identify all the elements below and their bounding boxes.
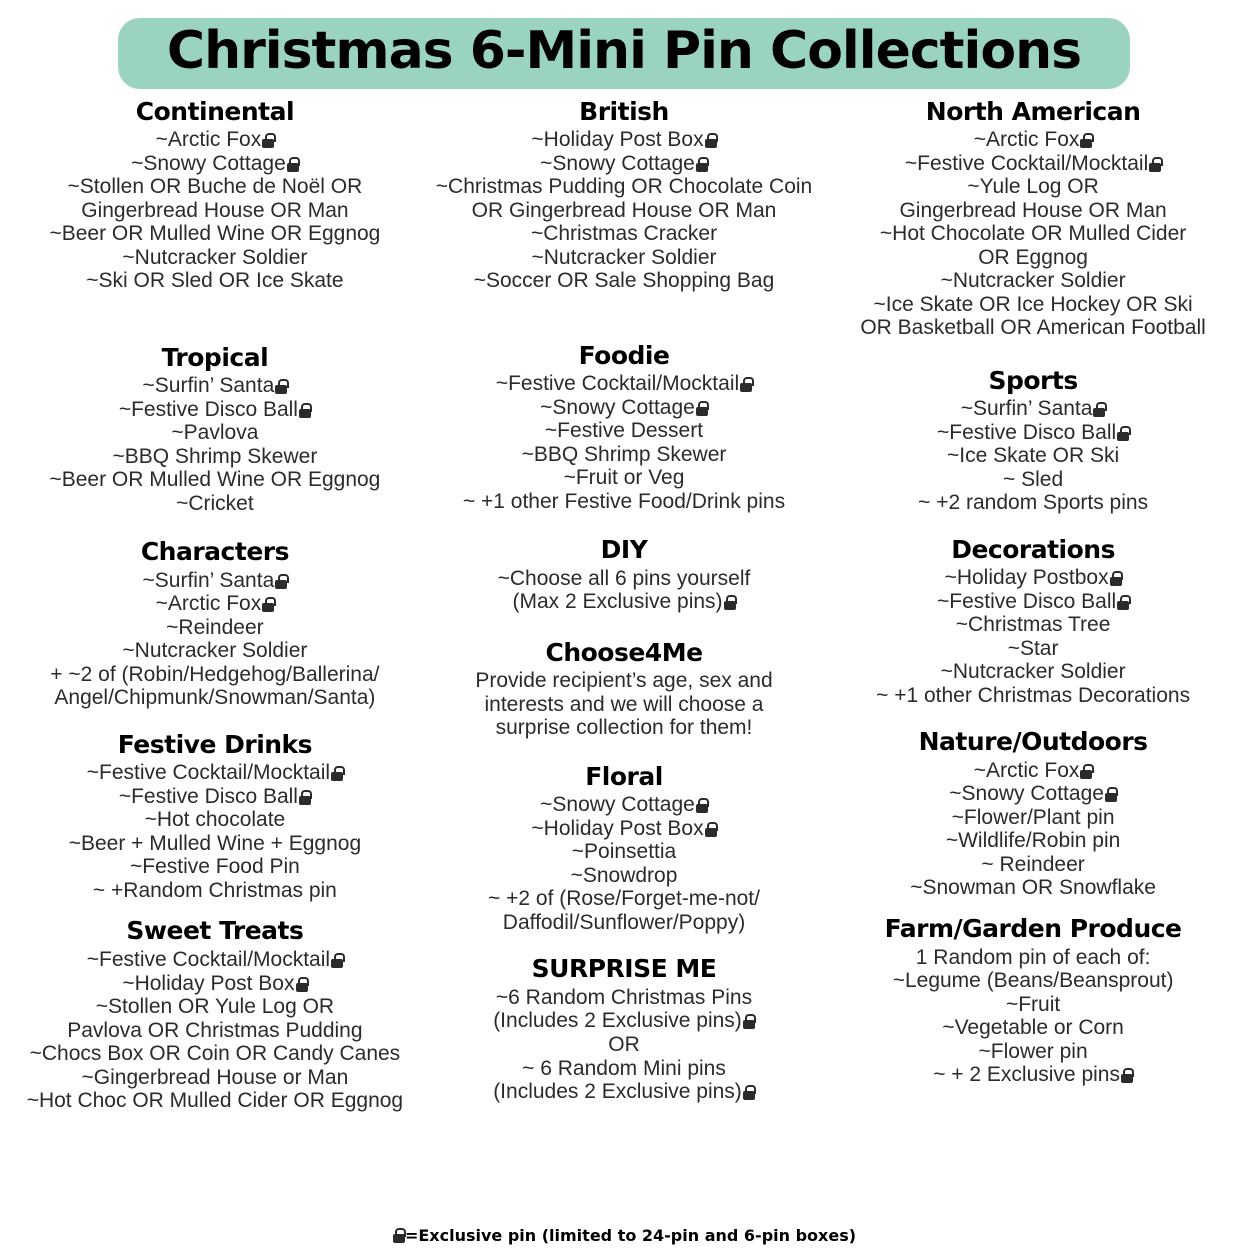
collection-line-text: ~ +Random Christmas pin [92, 878, 337, 902]
lock-icon [331, 766, 343, 781]
collection-line-text: ~Festive Cocktail/Mocktail [904, 151, 1149, 175]
collection-line [14, 222, 416, 246]
collection-line-text: ~Arctic Fox [973, 758, 1080, 782]
collection-group [424, 535, 824, 614]
collection-line-text: ~Beer + Mulled Wine + Eggnog [68, 831, 362, 855]
collection-line-text: ~Cricket [176, 491, 254, 515]
collection-line-text: ~Festive Cocktail/Mocktail [86, 947, 331, 971]
collection-line [832, 1063, 1234, 1087]
collection-line-text: Provide recipient’s age, sex and [475, 669, 773, 693]
collection-line-text: ~Ice Skate OR Ski [947, 444, 1120, 468]
collection-line [424, 1033, 824, 1057]
collection-line [832, 946, 1234, 970]
collection-line [832, 590, 1234, 614]
collection-line-text: ~Nutcracker Soldier [940, 660, 1126, 684]
collection-group [832, 914, 1234, 1087]
collection-title: British [579, 96, 669, 126]
collection-title: Nature/Outdoors [918, 727, 1148, 757]
collection-line [832, 468, 1234, 492]
collection-line-text: ~ 6 Random Mini pins [522, 1056, 726, 1080]
collection-line-text: ~Ice Skate OR Ice Hockey OR Ski [873, 292, 1193, 316]
collection-line [14, 1042, 416, 1066]
collection-line-text: ~Nutcracker Soldier [531, 245, 717, 269]
collection-line [14, 1066, 416, 1090]
collection-line [14, 972, 416, 996]
collection-line [832, 421, 1234, 445]
collection-line [424, 567, 824, 591]
collection-line [832, 199, 1234, 223]
collection-group [424, 97, 824, 293]
collection-line [424, 490, 824, 514]
collection-line [424, 986, 824, 1010]
collection-title: Choose4Me [545, 637, 703, 667]
lock-icon [1149, 157, 1161, 172]
collection-line [14, 468, 416, 492]
collection-line-text: ~ +2 of (Rose/Forget-me-not/ [488, 887, 760, 911]
collection-line [832, 1016, 1234, 1040]
collection-line [832, 876, 1234, 900]
collection-line [424, 887, 824, 911]
collection-line [424, 793, 824, 817]
collection-line [832, 444, 1234, 468]
collection-line [424, 372, 824, 396]
collection-line-text: ~Poinsettia [571, 840, 677, 864]
collection-line [424, 1057, 824, 1081]
collection-line-text: ~Arctic Fox [973, 128, 1080, 152]
collection-line-text: ~ Sled [1003, 467, 1064, 491]
collection-line [832, 759, 1234, 783]
collection-line-text: ~Snowy Cottage [540, 151, 695, 175]
collection-line-text: ~Beer OR Mulled Wine OR Eggnog [49, 468, 381, 492]
collection-line [14, 1089, 416, 1113]
collection-line-text: ~Nutcracker Soldier [122, 245, 308, 269]
collection-line-text: ~Hot chocolate [144, 808, 286, 832]
collection-line-text: Gingerbread House OR Man [81, 198, 349, 222]
collection-line-text: interests and we will choose a [484, 692, 764, 716]
collection-line [14, 398, 416, 422]
footer-legend [10, 1224, 1238, 1245]
collection-line-text: ~Holiday Postbox [944, 566, 1109, 590]
collection-line [424, 175, 824, 199]
collection-line [14, 199, 416, 223]
collection-line-text: ~Flower/Plant pin [951, 805, 1115, 829]
collection-line-text: ~ +1 other Festive Food/Drink pins [462, 489, 786, 513]
collection-line [14, 246, 416, 270]
collection-line [424, 716, 824, 740]
collection-line-text: Gingerbread House OR Man [899, 198, 1167, 222]
lock-icon [275, 379, 287, 394]
collection-line [832, 993, 1234, 1017]
collection-line [832, 246, 1234, 270]
collection-line [424, 269, 824, 293]
collection-group [832, 366, 1234, 515]
collection-line-text: ~Christmas Pudding OR Chocolate Coin [435, 175, 813, 199]
title-banner [118, 18, 1130, 89]
collection-group [832, 727, 1234, 900]
collection-group [832, 535, 1234, 708]
collection-title: Sweet Treats [126, 916, 304, 946]
collection-line-text: ~ +1 other Christmas Decorations [876, 683, 1191, 707]
collection-line [832, 660, 1234, 684]
collection-line-text: ~ Reindeer [981, 852, 1085, 876]
collection-line [14, 269, 416, 293]
collection-title: North American [925, 96, 1141, 126]
collection-line-text: ~Wildlife/Robin pin [945, 829, 1121, 853]
lock-icon [705, 822, 717, 837]
collection-title: SURPRISE ME [531, 954, 717, 984]
collection-line-text: ~Holiday Post Box [531, 128, 704, 152]
collection-line-text: ~6 Random Christmas Pins [495, 985, 753, 1009]
collection-line [424, 840, 824, 864]
collection-line-text: ~Festive Disco Ball [937, 420, 1117, 444]
collection-line-text: ~Festive Food Pin [129, 855, 300, 879]
lock-icon [299, 403, 311, 418]
lock-icon [1117, 426, 1129, 441]
collection-line-text: ~Arctic Fox [155, 592, 262, 616]
collection-title: Farm/Garden Produce [884, 914, 1182, 943]
collection-line-text: ~Snowy Cottage [131, 151, 286, 175]
collection-title: Foodie [578, 340, 670, 370]
collection-title: Continental [135, 96, 295, 126]
lock-icon [1110, 571, 1122, 586]
collection-line-text: ~Chocs Box OR Coin OR Candy Canes [29, 1042, 401, 1066]
collection-line [832, 269, 1234, 293]
collection-line-text: ~ + 2 Exclusive pins [933, 1063, 1120, 1087]
collection-line [832, 829, 1234, 853]
collection-group [424, 638, 824, 740]
collection-title: Tropical [161, 342, 269, 372]
collection-line-text: ~Nutcracker Soldier [940, 269, 1126, 293]
collection-line-text: ~Festive Disco Ball [937, 589, 1117, 613]
collection-line-text: ~Christmas Cracker [530, 222, 718, 246]
collection-title: Floral [585, 761, 663, 791]
collection-line [832, 222, 1234, 246]
collection-line [14, 492, 416, 516]
collection-line-text: ~Stollen OR Buche de Noël OR [67, 175, 363, 199]
collection-line-text: OR Basketball OR American Football [860, 316, 1206, 340]
lock-icon [740, 377, 752, 392]
lock-icon [262, 133, 274, 148]
collection-line [14, 879, 416, 903]
collection-line-text: ~Legume (Beans/Beansprout) [892, 969, 1174, 993]
collection-line [14, 995, 416, 1019]
collection-line-text: ~BBQ Shrimp Skewer [112, 444, 318, 468]
collection-line [14, 592, 416, 616]
collection-line [424, 864, 824, 888]
collection-line-text: ~Fruit [1005, 992, 1061, 1016]
collection-line [14, 832, 416, 856]
collection-line-text: ~Hot Chocolate OR Mulled Cider [879, 222, 1187, 246]
lock-icon [743, 1085, 755, 1100]
collection-line-text: ~Stollen OR Yule Log OR [95, 995, 335, 1019]
collection-line [14, 948, 416, 972]
collection-line-text: ~BBQ Shrimp Skewer [521, 442, 727, 466]
column-right [830, 97, 1234, 1091]
lock-icon [287, 157, 299, 172]
collection-line-text: 1 Random pin of each of: [915, 945, 1151, 969]
collection-line-text: ~Surfin’ Santa [142, 568, 275, 592]
collection-line-text: Daffodil/Sunflower/Poppy) [502, 910, 746, 934]
collection-line-text: ~Nutcracker Soldier [122, 639, 308, 663]
collection-line-text: ~Hot Choc OR Mulled Cider OR Eggnog [26, 1089, 404, 1113]
collection-line [424, 817, 824, 841]
collection-line [832, 152, 1234, 176]
collection-line-text: ~Festive Cocktail/Mocktail [86, 761, 331, 785]
collection-line [424, 590, 824, 614]
collection-line [14, 808, 416, 832]
lock-icon [1105, 787, 1117, 802]
collection-line [832, 613, 1234, 637]
page-title: Christmas 6-Mini Pin Collections [166, 21, 1082, 81]
collection-line [424, 1080, 824, 1104]
collection-line [832, 782, 1234, 806]
collection-title: Characters [140, 537, 289, 567]
collection-line [14, 1019, 416, 1043]
column-left [14, 97, 418, 1117]
collection-line-text: ~Christmas Tree [955, 613, 1111, 637]
collection-line-text: ~Star [1007, 636, 1059, 660]
lock-icon [331, 953, 343, 968]
footer-legend-text: =Exclusive pin (limited to 24-pin and 6-pin boxes) [404, 1226, 857, 1245]
collection-line [14, 374, 416, 398]
collection-line-text: ~Pavlova [171, 421, 259, 445]
collection-group [14, 916, 416, 1112]
collection-line [14, 128, 416, 152]
lock-icon [1080, 133, 1092, 148]
collection-group [14, 343, 416, 516]
collection-line [424, 693, 824, 717]
lock-icon [1121, 1068, 1133, 1083]
collection-line [424, 396, 824, 420]
collection-line-text: ~Surfin’ Santa [142, 374, 275, 398]
collection-group [832, 97, 1234, 340]
collection-line [424, 1009, 824, 1033]
collection-line [424, 419, 824, 443]
collection-line-text: (Includes 2 Exclusive pins) [493, 1009, 742, 1033]
collection-line-text: ~Festive Disco Ball [118, 784, 298, 808]
collection-line [14, 616, 416, 640]
collection-line-text: (Includes 2 Exclusive pins) [493, 1080, 742, 1104]
collection-line-text: ~ +2 random Sports pins [918, 491, 1149, 515]
collection-line-text: OR [608, 1033, 640, 1056]
collection-line [424, 199, 824, 223]
collection-line [832, 806, 1234, 830]
collection-line [14, 761, 416, 785]
collection-line-text: ~Festive Dessert [544, 419, 704, 443]
collection-line-text: ~Gingerbread House or Man [81, 1065, 349, 1089]
collection-line-text: ~Snowman OR Snowflake [910, 876, 1156, 900]
lock-icon [705, 133, 717, 148]
collection-title: Festive Drinks [117, 729, 313, 759]
lock-icon [275, 574, 287, 589]
collection-line [832, 637, 1234, 661]
collection-line [832, 128, 1234, 152]
collection-line-text: ~Flower pin [978, 1039, 1088, 1063]
collection-line [14, 855, 416, 879]
collection-group [424, 341, 824, 514]
collection-line-text: ~Fruit or Veg [563, 466, 685, 490]
collection-line [424, 222, 824, 246]
collection-line-text: ~Yule Log OR [967, 175, 1099, 199]
collection-line-text: ~Ski OR Sled OR Ice Skate [86, 269, 344, 293]
collection-line [14, 421, 416, 445]
column-middle [422, 97, 826, 1108]
collection-line [424, 911, 824, 935]
collection-line [14, 175, 416, 199]
collection-line-text: ~Festive Cocktail/Mocktail [495, 372, 740, 396]
collection-line [832, 293, 1234, 317]
collection-line [14, 569, 416, 593]
collection-line-text: surprise collection for them! [495, 716, 753, 740]
collection-line [424, 669, 824, 693]
collection-line-text: ~Festive Disco Ball [118, 397, 298, 421]
collection-line-text: ~Beer OR Mulled Wine OR Eggnog [49, 222, 381, 246]
collection-line-text: ~Snowy Cottage [540, 793, 695, 817]
collection-line [832, 684, 1234, 708]
collection-line-text: ~Holiday Post Box [122, 971, 295, 995]
collection-line [832, 316, 1234, 340]
collection-title: Sports [988, 365, 1078, 395]
collection-line-text: Angel/Chipmunk/Snowman/Santa) [54, 686, 376, 710]
lock-icon [724, 595, 736, 610]
collection-group [14, 97, 416, 293]
lock-icon [299, 790, 311, 805]
collection-line [832, 566, 1234, 590]
collection-line-text: ~Surfin’ Santa [960, 397, 1093, 421]
collection-title: DIY [600, 535, 648, 565]
collection-line-text: OR Gingerbread House OR Man [471, 198, 777, 222]
collection-line-text: ~Reindeer [166, 615, 264, 639]
collection-line [14, 639, 416, 663]
collection-group [14, 537, 416, 710]
collection-line [424, 152, 824, 176]
collection-line [832, 1040, 1234, 1064]
collection-line [14, 663, 416, 687]
collection-line-text: ~Snowdrop [570, 863, 678, 887]
collection-line [832, 175, 1234, 199]
collection-line [14, 445, 416, 469]
collection-line [14, 686, 416, 710]
lock-icon [743, 1014, 755, 1029]
lock-icon [1093, 402, 1105, 417]
collection-line-text: + ~2 of (Robin/Hedgehog/Ballerina/ [50, 662, 380, 686]
collection-line [832, 853, 1234, 877]
collection-line [424, 128, 824, 152]
lock-icon [1117, 595, 1129, 610]
collection-line [14, 785, 416, 809]
collection-line-text: Pavlova OR Christmas Pudding [67, 1018, 363, 1042]
lock-icon [262, 597, 274, 612]
collection-line-text: ~Choose all 6 pins yourself [497, 566, 751, 590]
collection-group [14, 730, 416, 903]
lock-icon [696, 798, 708, 813]
collection-line [424, 246, 824, 270]
collections-columns [10, 97, 1238, 1224]
collection-group [424, 762, 824, 935]
collection-group [424, 954, 824, 1103]
lock-icon [393, 1228, 405, 1243]
collection-line [424, 466, 824, 490]
lock-icon [696, 401, 708, 416]
collection-line-text: (Max 2 Exclusive pins) [512, 590, 723, 614]
lock-icon [1080, 764, 1092, 779]
collection-title: Decorations [951, 534, 1115, 564]
lock-icon [696, 157, 708, 172]
collection-line [14, 152, 416, 176]
lock-icon [296, 977, 308, 992]
collection-line [832, 491, 1234, 515]
collection-line [832, 969, 1234, 993]
collection-line-text: ~Arctic Fox [155, 128, 262, 152]
collection-line-text: ~Soccer OR Sale Shopping Bag [473, 269, 775, 293]
collection-line-text: ~Snowy Cottage [540, 395, 695, 419]
collection-line-text: OR Eggnog [978, 245, 1088, 269]
collection-line-text: ~Holiday Post Box [531, 816, 704, 840]
collection-line-text: ~Vegetable or Corn [942, 1016, 1124, 1040]
collection-line [832, 397, 1234, 421]
collection-line [424, 443, 824, 467]
collection-line-text: ~Snowy Cottage [949, 782, 1104, 806]
